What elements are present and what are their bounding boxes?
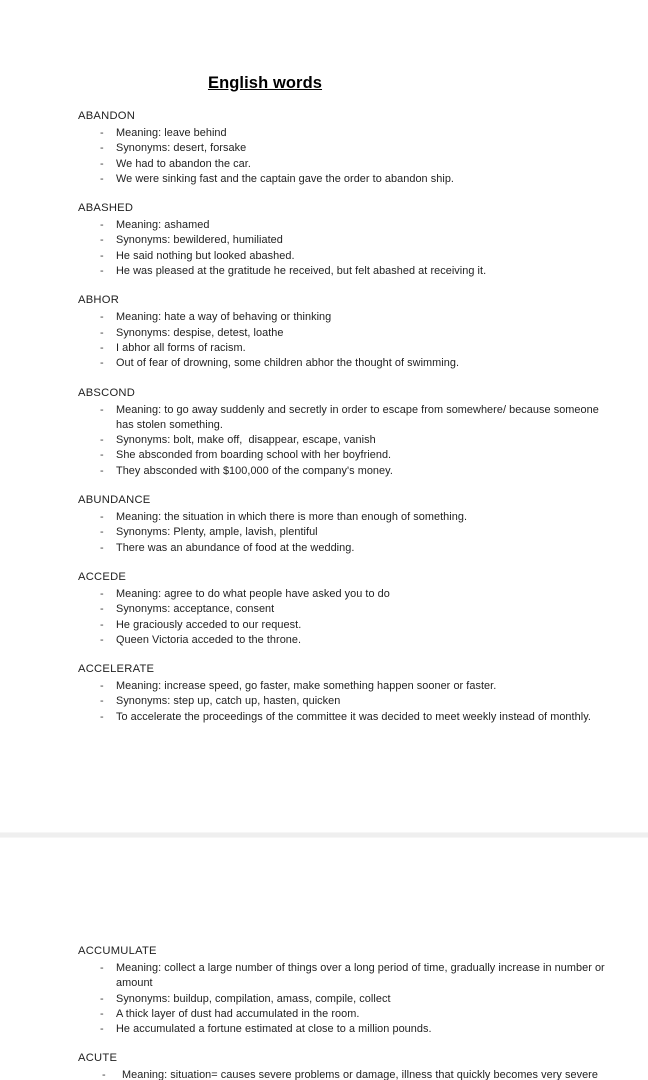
entry-bullet-list xyxy=(78,679,608,725)
page-1-content xyxy=(0,109,648,725)
entry-headword: ACCEDE xyxy=(78,570,127,583)
bullet-dash-icon: - xyxy=(100,962,104,974)
bullet-dash-icon: - xyxy=(100,1023,104,1036)
entry-bullet-list xyxy=(78,961,608,1037)
word-entry xyxy=(78,662,608,725)
entry-bullet xyxy=(78,541,608,556)
bullet-text: He accumulated a fortune estimated at close to a million pounds. xyxy=(116,1023,432,1036)
bullet-dash-icon: - xyxy=(100,326,104,339)
document-page-2 xyxy=(0,838,648,1080)
entry-bullet xyxy=(78,525,608,540)
page-2-content xyxy=(0,838,648,1080)
bullet-dash-icon: - xyxy=(100,311,104,324)
entry-bullet xyxy=(78,464,608,479)
bullet-dash-icon: - xyxy=(100,511,104,524)
bullet-dash-icon: - xyxy=(100,992,104,1005)
bullet-text: He said nothing but looked abashed. xyxy=(116,249,295,262)
entry-bullet-list xyxy=(78,310,608,371)
bullet-text: Meaning: agree to do what people have asked you to do xyxy=(116,587,390,600)
entry-headword: ABHOR xyxy=(78,294,120,307)
bullet-dash-icon: - xyxy=(100,710,104,723)
entry-bullet xyxy=(78,341,608,356)
entry-bullet-list xyxy=(78,126,608,187)
bullet-text: There was an abundance of food at the wedding. xyxy=(116,541,355,554)
entry-bullet xyxy=(78,233,608,248)
entry-bullet xyxy=(78,356,608,371)
entry-bullet-list xyxy=(78,403,608,479)
entry-headword: ACCELERATE xyxy=(78,663,155,676)
entry-bullet xyxy=(78,1007,608,1022)
bullet-text: He was pleased at the gratitude he received, but felt abashed at receiving it. xyxy=(116,265,487,278)
entry-bullet xyxy=(78,403,608,434)
bullet-dash-icon: - xyxy=(100,127,104,139)
entry-bullet-list xyxy=(78,587,608,648)
entry-bullet xyxy=(78,126,608,141)
bullet-dash-icon: - xyxy=(100,249,104,262)
word-entry xyxy=(78,293,608,371)
word-entry xyxy=(78,109,608,187)
bullet-dash-icon: - xyxy=(100,265,104,278)
bullet-text: Meaning: the situation in which there is more than enough of something. xyxy=(116,511,468,524)
entry-bullet xyxy=(78,448,608,463)
bullet-text: Synonyms: bolt, make off, disappear, escape, vanish xyxy=(116,434,376,447)
entry-bullet xyxy=(78,992,608,1007)
bullet-text: Meaning: to go away suddenly and secretly in order to escape from somewhere/ because someone has stolen something. xyxy=(116,403,602,431)
bullet-dash-icon: - xyxy=(100,357,104,370)
bullet-dash-icon: - xyxy=(100,541,104,554)
word-entry xyxy=(78,1051,608,1080)
word-entry xyxy=(78,386,608,479)
bullet-dash-icon: - xyxy=(100,172,104,185)
entry-bullet xyxy=(78,587,608,602)
page-title: English words xyxy=(207,74,323,92)
bullet-text: Synonyms: desert, forsake xyxy=(116,142,247,155)
entry-bullet xyxy=(78,1068,608,1080)
entry-bullet xyxy=(78,710,608,725)
bullet-text: We had to abandon the car. xyxy=(116,157,251,170)
entry-bullet xyxy=(78,602,608,617)
bullet-dash-icon: - xyxy=(100,680,104,693)
entry-bullet xyxy=(78,633,608,648)
entry-bullet xyxy=(78,618,608,633)
bullet-text: I abhor all forms of racism. xyxy=(116,341,246,354)
bullet-text: Out of fear of drowning, some children abhor the thought of swimming. xyxy=(116,357,460,370)
entry-bullet xyxy=(78,157,608,172)
entry-headword: ABASHED xyxy=(78,202,134,215)
bullet-dash-icon: - xyxy=(100,449,104,462)
bullet-dash-icon: - xyxy=(100,157,104,170)
bullet-dash-icon: - xyxy=(100,142,104,155)
bullet-text: Meaning: hate a way of behaving or thinking xyxy=(116,311,332,324)
bullet-text: Synonyms: Plenty, ample, lavish, plentiful xyxy=(116,526,318,539)
entry-bullet xyxy=(78,433,608,448)
word-entry xyxy=(78,570,608,648)
bullet-text: Meaning: leave behind xyxy=(116,127,227,139)
entry-bullet-list xyxy=(78,1068,608,1080)
bullet-text: Meaning: situation= causes severe problems or damage, illness that quickly becomes very severe xyxy=(122,1069,598,1080)
entry-headword: ABSCOND xyxy=(78,386,136,399)
bullet-text: We were sinking fast and the captain gave the order to abandon ship. xyxy=(116,172,454,185)
entry-bullet xyxy=(78,961,608,992)
entry-headword: ABUNDANCE xyxy=(78,494,151,507)
entry-bullet xyxy=(78,218,608,233)
bullet-dash-icon: - xyxy=(100,633,104,646)
entry-bullet xyxy=(78,249,608,264)
bullet-text: To accelerate the proceedings of the committee it was decided to meet weekly instead of monthly. xyxy=(116,710,591,723)
bullet-text: Synonyms: bewildered, humiliated xyxy=(116,234,283,247)
bullet-text: He graciously acceded to our request. xyxy=(116,618,302,631)
bullet-dash-icon: - xyxy=(102,1069,106,1080)
entry-bullet xyxy=(78,679,608,694)
entry-bullet xyxy=(78,141,608,156)
bullet-dash-icon: - xyxy=(100,403,104,416)
bullet-dash-icon: - xyxy=(100,219,104,232)
bullet-text: Meaning: collect a large number of things over a long period of time, gradually increase in number or amount xyxy=(116,962,608,990)
bullet-text: Synonyms: acceptance, consent xyxy=(116,603,275,616)
entry-bullet-list xyxy=(78,218,608,279)
bullet-text: Meaning: ashamed xyxy=(116,219,210,232)
entry-headword: ACUTE xyxy=(78,1052,118,1065)
bullet-dash-icon: - xyxy=(100,434,104,447)
bullet-text: A thick layer of dust had accumulated in the room. xyxy=(116,1007,360,1020)
bullet-text: Synonyms: step up, catch up, hasten, quicken xyxy=(116,695,341,708)
entry-bullet xyxy=(78,310,608,325)
entry-headword: ABANDON xyxy=(78,110,136,122)
bullet-dash-icon: - xyxy=(100,464,104,477)
bullet-dash-icon: - xyxy=(100,587,104,600)
word-entry xyxy=(78,201,608,279)
bullet-dash-icon: - xyxy=(100,603,104,616)
word-entry xyxy=(78,493,608,556)
bullet-text: She absconded from boarding school with her boyfriend. xyxy=(116,449,392,462)
entry-bullet xyxy=(78,326,608,341)
entry-bullet xyxy=(78,264,608,279)
entry-bullet xyxy=(78,510,608,525)
entry-bullet-list xyxy=(78,510,608,556)
entry-bullet xyxy=(78,1022,608,1037)
bullet-text: Synonyms: buildup, compilation, amass, compile, collect xyxy=(116,992,391,1005)
bullet-dash-icon: - xyxy=(100,695,104,708)
bullet-text: Synonyms: despise, detest, loathe xyxy=(116,326,284,339)
entry-headword: ACCUMULATE xyxy=(78,945,157,957)
bullet-dash-icon: - xyxy=(100,618,104,631)
bullet-dash-icon: - xyxy=(100,341,104,354)
bullet-text: Meaning: increase speed, go faster, make something happen sooner or faster. xyxy=(116,680,497,693)
bullet-dash-icon: - xyxy=(100,526,104,539)
entry-bullet xyxy=(78,694,608,709)
bullet-text: Queen Victoria acceded to the throne. xyxy=(116,633,302,646)
bullet-dash-icon: - xyxy=(100,1007,104,1020)
entry-bullet xyxy=(78,172,608,187)
bullet-dash-icon: - xyxy=(100,234,104,247)
word-entry xyxy=(78,944,608,1037)
bullet-text: They absconded with $100,000 of the company's money. xyxy=(116,464,393,477)
